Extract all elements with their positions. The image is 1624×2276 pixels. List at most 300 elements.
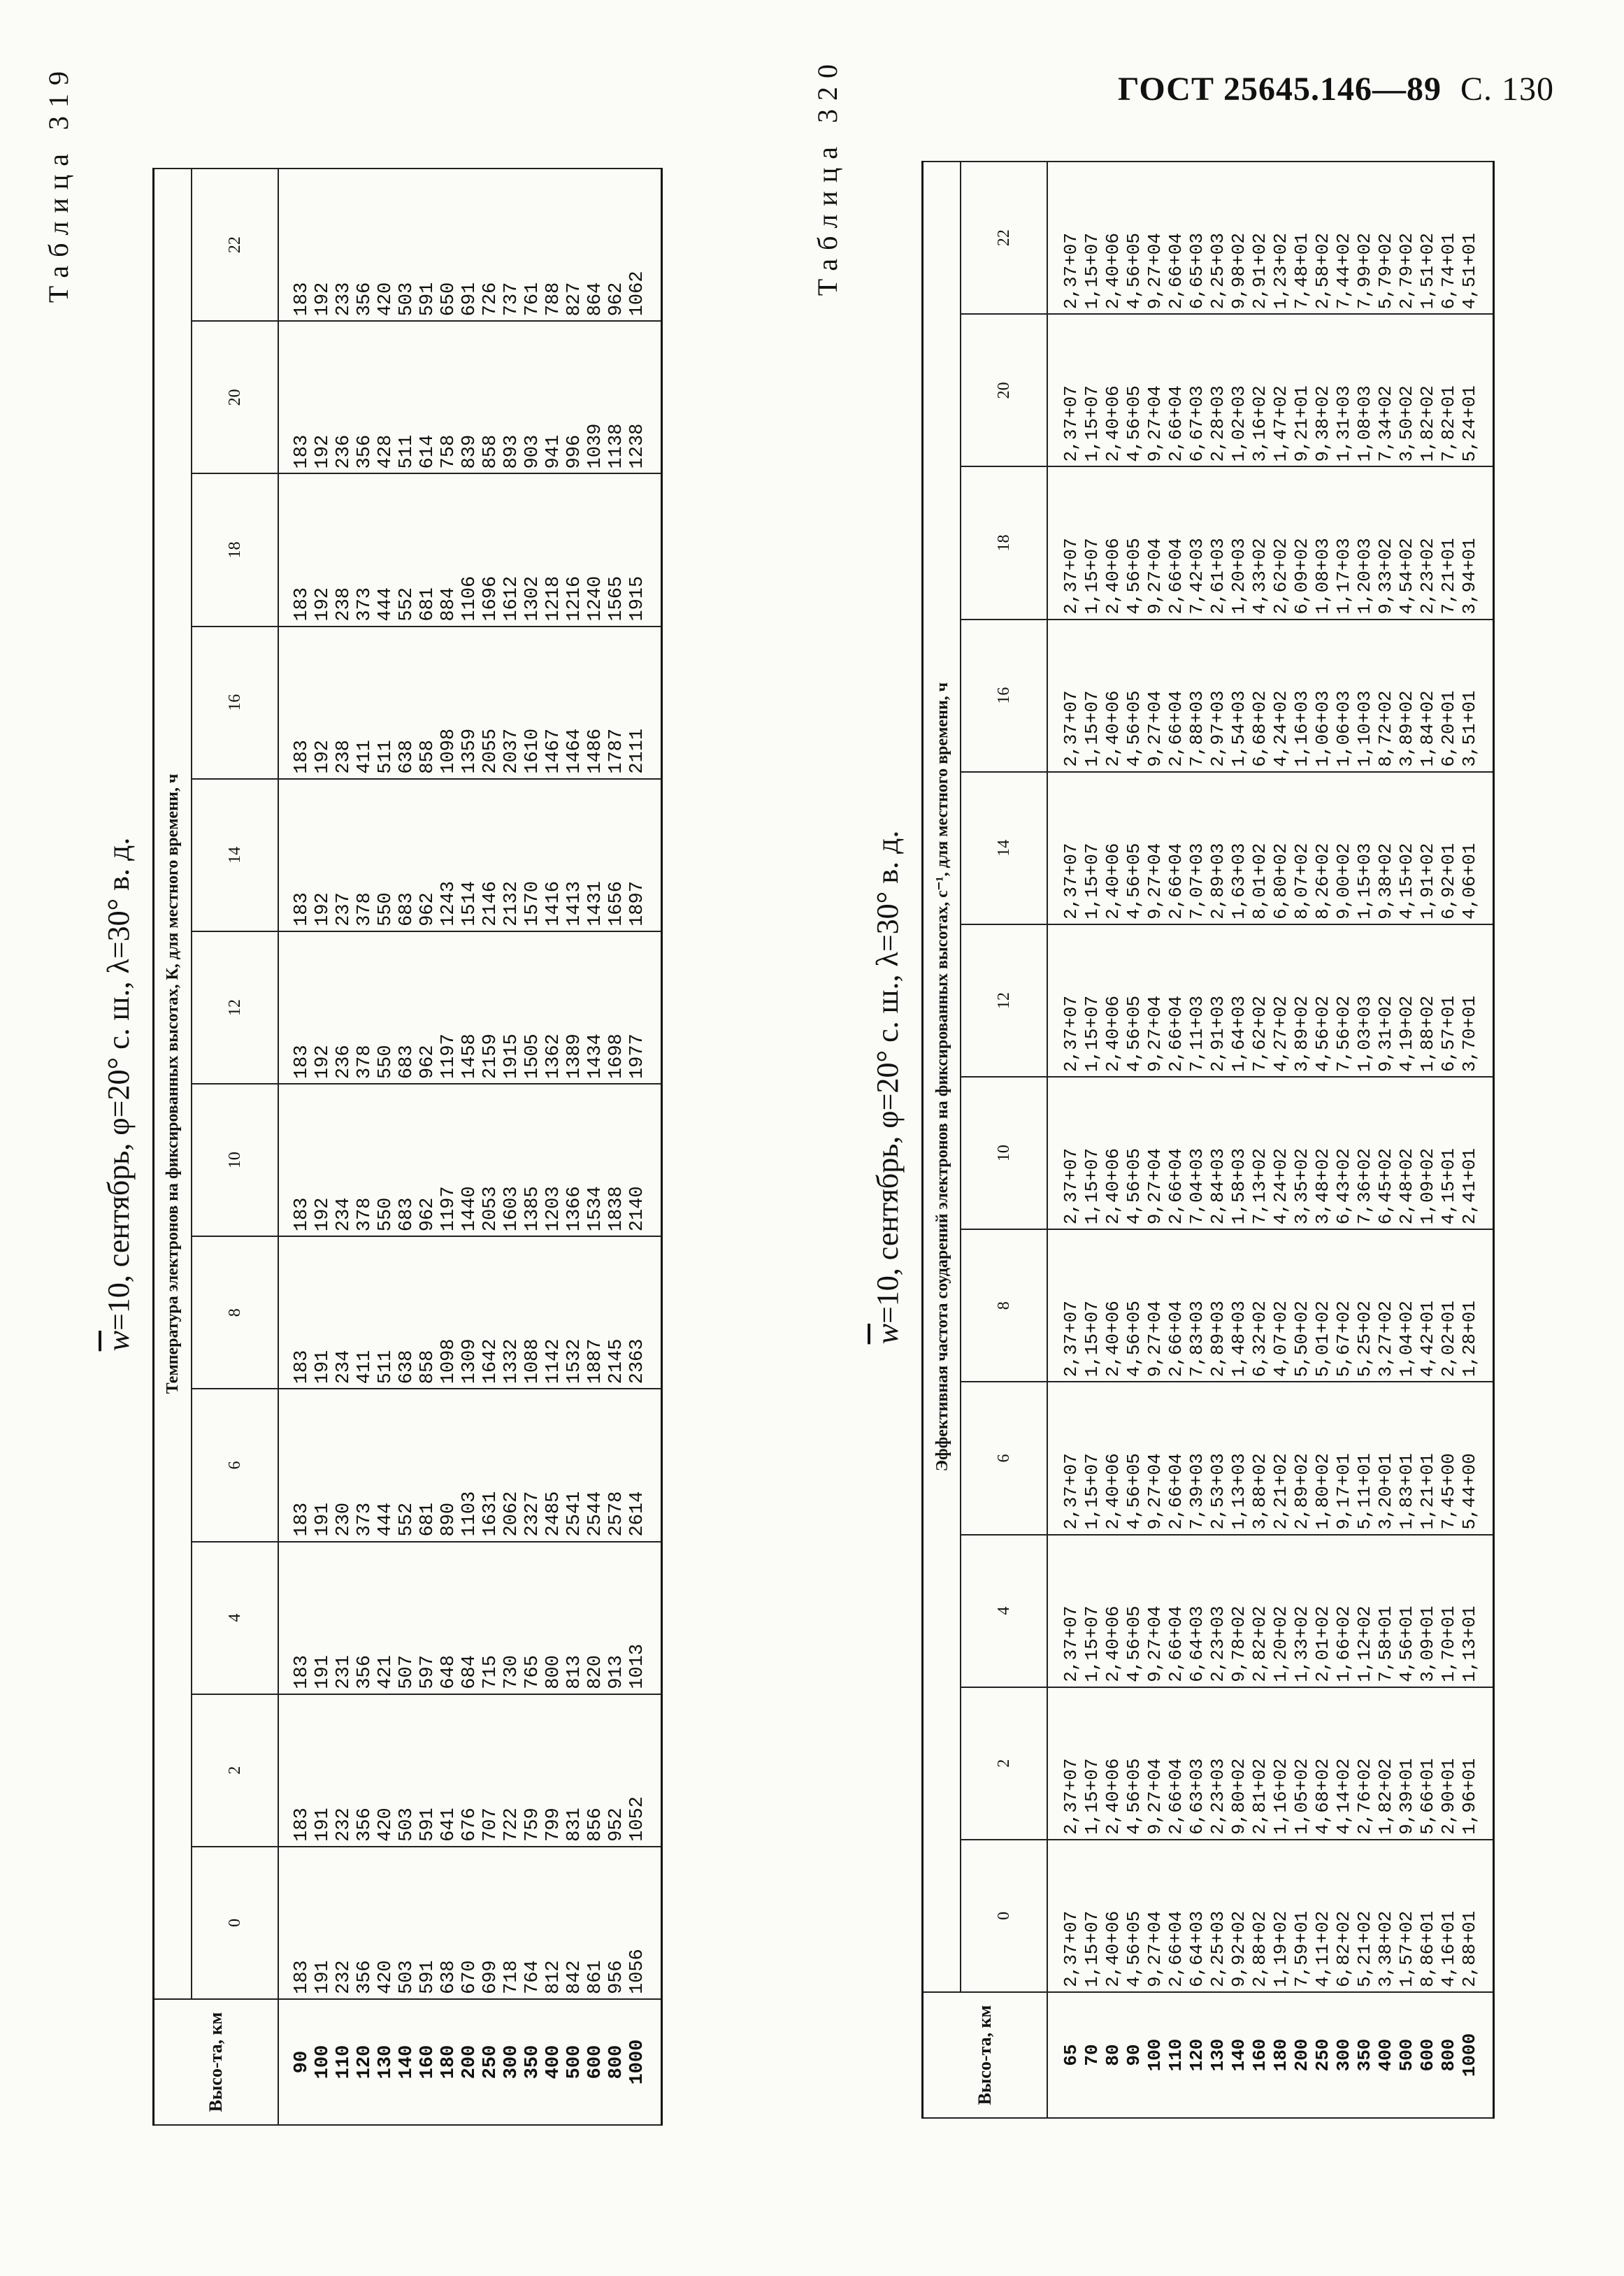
table-cell: 2053: [480, 1186, 501, 1232]
table-cell: 7,82+01: [1438, 385, 1459, 462]
table-cell: 1,80+02: [1312, 1453, 1333, 1530]
altitude-value: 130: [375, 2045, 396, 2080]
table-cell: 191: [312, 1350, 333, 1384]
hour-column: [278, 779, 662, 931]
table-cell: 503: [396, 1808, 417, 1842]
table-cell: 1243: [438, 881, 459, 926]
altitude-value: 90: [292, 2050, 312, 2074]
table-cell: 2,89+03: [1207, 1301, 1228, 1377]
table-cell: 913: [606, 1655, 627, 1689]
table-cell: 7,56+02: [1333, 995, 1354, 1073]
table-cell: 2578: [606, 1491, 627, 1537]
altitude-value: 800: [606, 2045, 627, 2080]
table-cell: 1062: [627, 271, 648, 317]
hour-header: 22: [192, 169, 278, 321]
table-cell: 9,27+04: [1144, 1605, 1165, 1682]
table-cell: 2,23+03: [1207, 1605, 1228, 1682]
altitude-value: 70: [1082, 2044, 1102, 2066]
table-cell: 1203: [543, 1186, 564, 1232]
table-cell: 3,20+01: [1375, 1453, 1396, 1530]
table-cell: 7,59+01: [1291, 1910, 1312, 1987]
altitude-value: 200: [1291, 2038, 1312, 2072]
table-cell: 2,37+07: [1061, 385, 1082, 462]
table-cell: 1603: [501, 1186, 522, 1232]
table-cell: 2,40+06: [1102, 690, 1123, 767]
table-cell: 1,64+03: [1228, 995, 1249, 1073]
altitude-value: 65: [1061, 2044, 1082, 2066]
table-cell: 7,44+02: [1333, 233, 1354, 310]
table-cell: 1696: [480, 575, 501, 622]
table-cell: 1,63+03: [1228, 843, 1249, 919]
table-cell: 1,08+03: [1312, 538, 1333, 615]
table-cell: 5,25+02: [1354, 1301, 1375, 1377]
table-cell: 550: [375, 892, 396, 926]
table-cell: 2,84+03: [1207, 1148, 1228, 1225]
table-cell: 1,06+03: [1312, 690, 1333, 767]
table-cell: 681: [417, 1502, 438, 1537]
table-cell: 5,66+01: [1417, 1758, 1438, 1835]
table-cell: 759: [522, 1808, 543, 1842]
table-cell: 2,66+04: [1165, 1301, 1186, 1377]
table-cell: 2,53+03: [1207, 1453, 1228, 1530]
table-cell: 1,17+03: [1333, 538, 1354, 615]
table-cell: 681: [417, 587, 438, 622]
table-cell: 378: [354, 1197, 375, 1232]
table-cell: 356: [354, 282, 375, 317]
table-cell: 1197: [438, 1033, 459, 1080]
table-cell: 858: [417, 1350, 438, 1384]
hour-column: [278, 1694, 662, 1847]
table-cell: 1,84+02: [1417, 690, 1438, 767]
altitude-value: 600: [585, 2045, 606, 2080]
table-cell: 9,27+04: [1144, 995, 1165, 1073]
table-cell: 1,57+02: [1396, 1910, 1417, 1987]
altitude-value: 400: [1375, 2038, 1396, 2072]
table-cell: 232: [333, 1808, 354, 1842]
table-cell: 758: [438, 434, 459, 469]
table-cell: 4,56+05: [1123, 690, 1144, 767]
table-cell: 2,37+07: [1061, 1148, 1082, 1225]
table-cell: 962: [417, 1045, 438, 1080]
table-cell: 1642: [480, 1338, 501, 1384]
table-cell: 9,17+01: [1333, 1453, 1354, 1530]
table-cell: 812: [543, 1960, 564, 1994]
table-cell: 2,41+01: [1459, 1148, 1480, 1225]
table-cell: 183: [292, 587, 312, 622]
table-cell: 3,94+01: [1459, 538, 1480, 615]
table-cell: 2,02+01: [1438, 1301, 1459, 1377]
table-319: [152, 168, 663, 2126]
altitude-value: 500: [1396, 2038, 1417, 2072]
table-cell: 1309: [459, 1338, 480, 1384]
table-cell: 7,58+01: [1375, 1605, 1396, 1682]
table-caption: Температура электронов на фиксированных высотах, К, для местного времени, ч: [154, 169, 192, 1999]
table-319-title: [101, 63, 136, 2126]
table-cell: 1610: [522, 728, 543, 774]
table-cell: 1,15+07: [1082, 995, 1102, 1073]
table-cell: 420: [375, 1960, 396, 1994]
table-cell: 6,09+02: [1291, 538, 1312, 615]
table-cell: 2,21+02: [1270, 1453, 1291, 1530]
table-cell: 7,48+01: [1291, 233, 1312, 310]
hour-header: 10: [192, 1084, 278, 1236]
table-cell: 9,21+01: [1291, 385, 1312, 462]
table-cell: 726: [480, 282, 501, 317]
table-cell: 191: [312, 1808, 333, 1842]
table-cell: 1,15+03: [1354, 843, 1375, 919]
table-cell: 2,37+07: [1061, 1758, 1082, 1835]
table-cell: 6,45+02: [1375, 1148, 1396, 1225]
table-cell: 1142: [543, 1338, 564, 1384]
hour-column: [1047, 1229, 1494, 1382]
table-cell: 614: [417, 434, 438, 469]
table-cell: 183: [292, 1197, 312, 1232]
table-cell: 1,15+07: [1082, 1301, 1102, 1377]
table-cell: 183: [292, 1960, 312, 1994]
table-cell: 1,06+03: [1333, 690, 1354, 767]
table-cell: 1,83+01: [1396, 1453, 1417, 1530]
altitude-value: 110: [1165, 2038, 1186, 2072]
table-cell: 4,54+02: [1396, 538, 1417, 615]
table-cell: 3,89+02: [1396, 690, 1417, 767]
table-cell: 411: [354, 740, 375, 774]
table-cell: 7,42+03: [1186, 538, 1207, 615]
altitude-value: 100: [1144, 2038, 1165, 2072]
table-cell: 4,56+05: [1123, 995, 1144, 1073]
table-cell: 1915: [627, 575, 648, 622]
table-cell: 1,70+01: [1438, 1605, 1459, 1682]
table-cell: 8,86+01: [1417, 1910, 1438, 1987]
table-cell: 1,28+01: [1459, 1301, 1480, 1377]
table-cell: 3,51+01: [1459, 690, 1480, 767]
table-cell: 5,01+02: [1312, 1301, 1333, 1377]
title-params: =10, сентябрь, φ=20° с. ш., λ=30° в. д.: [870, 830, 905, 1324]
table-cell: 1,21+01: [1417, 1453, 1438, 1530]
hour-column: [1047, 1382, 1494, 1534]
table-cell: 6,82+02: [1333, 1910, 1354, 1987]
table-cell: 6,68+02: [1249, 690, 1270, 767]
table-cell: 230: [333, 1502, 354, 1537]
table-cell: 2363: [627, 1338, 648, 1384]
hour-column: [1047, 162, 1494, 314]
altitude-value: 120: [1186, 2038, 1207, 2072]
table-cell: 2,66+04: [1165, 1758, 1186, 1835]
table-cell: 2,40+06: [1102, 1301, 1123, 1377]
hour-column: [278, 1389, 662, 1541]
table-cell: 4,68+02: [1312, 1758, 1333, 1835]
table-cell: 8,01+02: [1249, 843, 1270, 919]
hour-header: 16: [961, 620, 1047, 772]
altitude-value: 250: [1312, 2038, 1333, 2072]
table-cell: 962: [417, 1197, 438, 1232]
page-number: С. 130: [1460, 71, 1554, 108]
table-cell: 638: [396, 1350, 417, 1384]
altitude-column: [1047, 1992, 1494, 2118]
table-cell: 683: [396, 1197, 417, 1232]
hour-header: 14: [961, 772, 1047, 924]
table-cell: 2327: [522, 1491, 543, 1537]
table-cell: 1,33+02: [1291, 1605, 1312, 1682]
table-cell: 1,15+07: [1082, 1148, 1102, 1225]
table-cell: 1088: [522, 1338, 543, 1384]
table-cell: 2,88+02: [1249, 1910, 1270, 1987]
table-cell: 2,37+07: [1061, 843, 1082, 919]
table-cell: 1,66+02: [1333, 1605, 1354, 1682]
table-cell: 4,27+02: [1270, 995, 1291, 1073]
table-cell: 373: [354, 587, 375, 622]
table-cell: 839: [459, 434, 480, 469]
table-cell: 5,21+02: [1354, 1910, 1375, 1987]
altitude-value: 500: [564, 2045, 585, 2080]
table-cell: 5,79+02: [1375, 233, 1396, 310]
table-cell: 6,43+02: [1333, 1148, 1354, 1225]
hour-header: 22: [961, 162, 1047, 314]
table-319-label: Таблица 319: [43, 63, 74, 303]
table-cell: 799: [543, 1808, 564, 1842]
table-cell: 1,16+02: [1270, 1758, 1291, 1835]
table-cell: 9,39+01: [1396, 1758, 1417, 1835]
altitude-value: 350: [1354, 2038, 1375, 2072]
table-cell: 7,99+02: [1354, 233, 1375, 310]
hour-column: [278, 1084, 662, 1236]
table-cell: 2,81+02: [1249, 1758, 1270, 1835]
table-cell: 3,09+01: [1417, 1605, 1438, 1682]
table-cell: 1570: [522, 881, 543, 926]
table-cell: 2,90+01: [1438, 1758, 1459, 1835]
table-cell: 788: [543, 282, 564, 317]
table-cell: 597: [417, 1655, 438, 1689]
table-cell: 4,24+02: [1270, 1148, 1291, 1225]
table-cell: 2,40+06: [1102, 538, 1123, 615]
table-cell: 420: [375, 1808, 396, 1842]
table-cell: 1052: [627, 1796, 648, 1842]
table-cell: 591: [417, 1808, 438, 1842]
table-cell: 2544: [585, 1491, 606, 1537]
table-cell: 2145: [606, 1338, 627, 1384]
table-cell: 1,05+02: [1291, 1758, 1312, 1835]
table-cell: 6,20+01: [1438, 690, 1459, 767]
table-cell: 2,66+04: [1165, 1605, 1186, 1682]
table-cell: 3,48+02: [1312, 1148, 1333, 1225]
altitude-value: 180: [1270, 2038, 1291, 2072]
table-cell: 4,19+02: [1396, 995, 1417, 1073]
table-cell: 9,78+02: [1228, 1605, 1249, 1682]
altitude-value: 300: [501, 2045, 522, 2080]
table-cell: 9,27+04: [1144, 1910, 1165, 1987]
table-cell: 2,37+07: [1061, 1910, 1082, 1987]
table-cell: 4,56+05: [1123, 1453, 1144, 1530]
table-cell: 1413: [564, 881, 585, 926]
table-cell: 552: [396, 587, 417, 622]
table-cell: 183: [292, 740, 312, 774]
table-cell: 1,15+07: [1082, 1910, 1102, 1987]
hour-header: 8: [192, 1236, 278, 1389]
table-cell: 507: [396, 1655, 417, 1689]
table-cell: 4,15+02: [1396, 843, 1417, 919]
table-cell: 699: [480, 1960, 501, 1994]
table-cell: 3,50+02: [1396, 385, 1417, 462]
table-caption: Эффективная частота соударений электронов на фиксированных высотах, с⁻¹, для местного времени, ч: [923, 162, 961, 1992]
table-cell: 7,07+03: [1186, 843, 1207, 919]
altitude-header: Высо-та, км: [154, 1999, 279, 2125]
table-cell: 183: [292, 1655, 312, 1689]
table-cell: 1098: [438, 1338, 459, 1384]
table-cell: 2,66+04: [1165, 385, 1186, 462]
table-cell: 550: [375, 1045, 396, 1080]
table-cell: 956: [606, 1960, 627, 1994]
table-cell: 4,56+01: [1396, 1605, 1417, 1682]
table-cell: 4,15+01: [1438, 1148, 1459, 1225]
table-cell: 1332: [501, 1338, 522, 1384]
table-cell: 683: [396, 1045, 417, 1080]
table-cell: 9,33+02: [1375, 538, 1396, 615]
altitude-value: 800: [1438, 2038, 1459, 2072]
altitude-value: 350: [522, 2045, 543, 2080]
table-cell: 503: [396, 1960, 417, 1994]
table-cell: 4,56+05: [1123, 233, 1144, 310]
table-cell: 9,27+04: [1144, 843, 1165, 919]
table-cell: 1631: [480, 1491, 501, 1537]
altitude-value: 250: [480, 2045, 501, 2080]
table-cell: 2,40+06: [1102, 1605, 1123, 1682]
table-cell: 1,12+02: [1354, 1605, 1375, 1682]
altitude-value: 160: [1249, 2038, 1270, 2072]
hour-column: [1047, 466, 1494, 619]
table-cell: 1098: [438, 728, 459, 774]
table-cell: 2,25+03: [1207, 233, 1228, 310]
table-cell: 7,36+02: [1354, 1148, 1375, 1225]
document-code: ГОСТ 25645.146—89: [1118, 71, 1442, 108]
table-cell: 192: [312, 1197, 333, 1232]
hour-column: [1047, 620, 1494, 772]
table-cell: 1238: [627, 423, 648, 469]
table-cell: 1389: [564, 1033, 585, 1080]
table-cell: 2146: [480, 881, 501, 926]
table-cell: 1505: [522, 1033, 543, 1080]
table-cell: 9,80+02: [1228, 1758, 1249, 1835]
table-cell: 4,24+02: [1270, 690, 1291, 767]
table-cell: 421: [375, 1655, 396, 1689]
table-320-label: Таблица 320: [812, 56, 843, 296]
table-cell: 1,15+07: [1082, 1453, 1102, 1530]
table-cell: 2,37+07: [1061, 1301, 1082, 1377]
table-cell: 1,10+03: [1354, 690, 1375, 767]
table-cell: 2,40+06: [1102, 385, 1123, 462]
table-cell: 1612: [501, 575, 522, 622]
table-cell: 9,27+04: [1144, 538, 1165, 615]
title-w-symbol: $\overline{w}$: [101, 1331, 136, 1352]
table-cell: 800: [543, 1655, 564, 1689]
table-cell: 1,13+01: [1459, 1605, 1480, 1682]
hour-column: [278, 169, 662, 321]
table-cell: 511: [375, 740, 396, 774]
table-cell: 192: [312, 434, 333, 469]
table-cell: 4,56+02: [1312, 995, 1333, 1073]
table-cell: 7,39+03: [1186, 1453, 1207, 1530]
table-cell: 2,40+06: [1102, 233, 1123, 310]
table-cell: 4,11+02: [1312, 1910, 1333, 1987]
altitude-value: 120: [354, 2045, 375, 2080]
table-cell: 4,14+02: [1333, 1758, 1354, 1835]
table-cell: 715: [480, 1655, 501, 1689]
hour-header: 2: [192, 1694, 278, 1847]
table-cell: 9,27+04: [1144, 690, 1165, 767]
table-cell: 5,24+01: [1459, 385, 1480, 462]
table-cell: 2,37+07: [1061, 995, 1082, 1073]
table-cell: 1,20+03: [1354, 538, 1375, 615]
table-cell: 1887: [585, 1338, 606, 1384]
table-cell: 7,83+03: [1186, 1301, 1207, 1377]
table-cell: 6,32+02: [1249, 1301, 1270, 1377]
table-cell: 1,15+07: [1082, 233, 1102, 310]
table-cell: 511: [396, 434, 417, 469]
table-cell: 858: [417, 740, 438, 774]
table-cell: 2111: [627, 728, 648, 774]
table-cell: 3,27+02: [1375, 1301, 1396, 1377]
table-cell: 7,45+00: [1438, 1453, 1459, 1530]
table-cell: 2,58+02: [1312, 233, 1333, 310]
hour-column: [1047, 1077, 1494, 1229]
table-cell: 1,20+02: [1270, 1605, 1291, 1682]
table-cell: 2,28+03: [1207, 385, 1228, 462]
table-cell: 4,56+05: [1123, 1758, 1144, 1835]
table-cell: 2,91+03: [1207, 995, 1228, 1073]
table-cell: 183: [292, 282, 312, 317]
table-cell: 183: [292, 892, 312, 926]
table-cell: 2140: [627, 1186, 648, 1232]
table-cell: 648: [438, 1655, 459, 1689]
table-cell: 1,48+03: [1228, 1301, 1249, 1377]
table-cell: 233: [333, 282, 354, 317]
table-cell: 730: [501, 1655, 522, 1689]
table-cell: 2,91+02: [1249, 233, 1270, 310]
table-cell: 1431: [585, 881, 606, 926]
table-cell: 718: [501, 1960, 522, 1994]
table-cell: 4,56+05: [1123, 1301, 1144, 1377]
table-cell: 237: [333, 892, 354, 926]
table-cell: 2,61+03: [1207, 538, 1228, 615]
table-cell: 1,82+02: [1375, 1758, 1396, 1835]
table-cell: 765: [522, 1655, 543, 1689]
table-cell: 1,03+03: [1354, 995, 1375, 1073]
hour-header: 0: [961, 1840, 1047, 1992]
table-cell: 4,42+01: [1417, 1301, 1438, 1377]
altitude-value: 1000: [627, 2039, 648, 2085]
table-cell: 1,08+03: [1354, 385, 1375, 462]
hour-header: 18: [192, 473, 278, 626]
altitude-value: 80: [1102, 2044, 1123, 2066]
table-cell: 7,34+02: [1375, 385, 1396, 462]
altitude-value: 1000: [1459, 2033, 1480, 2077]
altitude-value: 600: [1417, 2038, 1438, 2072]
altitude-value: 160: [417, 2045, 438, 2080]
table-cell: 737: [501, 282, 522, 317]
table-cell: 1302: [522, 575, 543, 622]
table-cell: 1,15+07: [1082, 385, 1102, 462]
table-cell: 4,56+05: [1123, 385, 1144, 462]
table-cell: 7,04+03: [1186, 1148, 1207, 1225]
table-cell: 1039: [585, 423, 606, 469]
table-cell: 1458: [459, 1033, 480, 1080]
table-cell: 2159: [480, 1033, 501, 1080]
table-cell: 191: [312, 1960, 333, 1994]
table-cell: 1,54+03: [1228, 690, 1249, 767]
table-cell: 1897: [627, 881, 648, 926]
table-cell: 3,35+02: [1291, 1148, 1312, 1225]
altitude-value: 140: [1228, 2038, 1249, 2072]
table-cell: 2,40+06: [1102, 1148, 1123, 1225]
table-cell: 2,25+03: [1207, 1910, 1228, 1987]
